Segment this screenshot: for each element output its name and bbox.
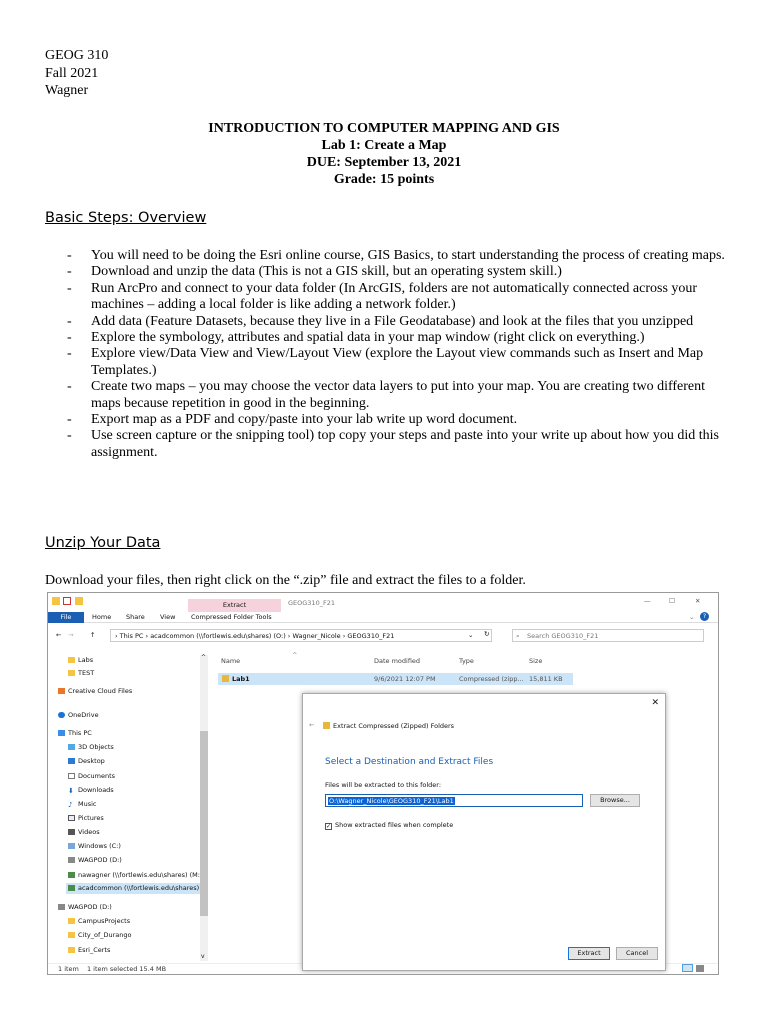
column-size[interactable]: Size bbox=[529, 657, 543, 665]
minimize-icon[interactable]: — bbox=[644, 597, 651, 605]
creative-cloud-icon bbox=[58, 688, 65, 694]
back-arrow-icon[interactable]: ← bbox=[309, 721, 315, 729]
ribbon bbox=[48, 612, 718, 623]
nav-label: Labs bbox=[78, 656, 94, 664]
list-item bbox=[67, 264, 727, 280]
step-text: Explore the symbology, attributes and spatial data in your map window (right click on everything.) bbox=[91, 330, 645, 346]
tab-compressed-folder-tools[interactable]: Compressed Folder Tools bbox=[191, 613, 272, 621]
instructor-name: Wagner bbox=[45, 83, 89, 98]
explorer-screenshot bbox=[47, 592, 719, 975]
course-header bbox=[45, 47, 108, 100]
list-dash: - bbox=[67, 313, 72, 329]
folder-icon bbox=[68, 657, 75, 663]
nav-label: Music bbox=[78, 800, 97, 808]
status-bar bbox=[58, 965, 166, 973]
step-text: You will need to be doing the Esri online course, GIS Basics, to start understanding the process of creating maps. bbox=[91, 248, 725, 263]
step-text: Use screen capture or the snipping tool) top copy your steps and paste into your write up about how you did this assignment. bbox=[91, 428, 719, 460]
breadcrumb: › This PC › acadcommon (\\fortlewis.edu\shares) (O:) › Wagner_Nicole › GEOG310_F21 bbox=[115, 632, 395, 640]
list-item bbox=[67, 346, 727, 379]
refresh-icon[interactable]: ↻ bbox=[484, 630, 490, 638]
window-title: GEOG310_F21 bbox=[288, 599, 335, 607]
list-dash: - bbox=[67, 346, 72, 362]
nav-label: Pictures bbox=[78, 814, 104, 822]
step-text: Create two maps – you may choose the vector data layers to put into your map. You are creating two different maps because repetition in good in the beginning. bbox=[91, 379, 706, 411]
nav-label: 3D Objects bbox=[78, 743, 114, 751]
course-term: Fall 2021 bbox=[45, 65, 99, 81]
nav-item-city-of-durango[interactable] bbox=[68, 931, 132, 939]
document-title bbox=[0, 120, 768, 188]
nav-item-windows-c[interactable] bbox=[68, 842, 121, 850]
search-input[interactable] bbox=[512, 629, 704, 642]
nav-item-this-pc[interactable] bbox=[58, 729, 92, 737]
nav-label: Documents bbox=[78, 772, 116, 780]
dropdown-icon[interactable]: ⌄ bbox=[468, 631, 474, 639]
nav-label: Desktop bbox=[78, 757, 105, 765]
extract-button[interactable]: Extract bbox=[568, 947, 610, 960]
picture-icon bbox=[68, 815, 75, 821]
nav-label: Videos bbox=[78, 828, 100, 836]
nav-item-wagpod-d-root[interactable] bbox=[58, 903, 112, 911]
section-heading-unzip: Unzip Your Data bbox=[45, 535, 161, 551]
unzip-instructions: Download your files, then right click on the “.zip” file and extract the files to a folder. bbox=[45, 573, 526, 588]
list-dash: - bbox=[67, 428, 72, 444]
nav-label: Creative Cloud Files bbox=[68, 687, 133, 695]
status-selection: 1 item selected 15.4 MB bbox=[86, 965, 167, 973]
nav-item-esri-certs[interactable] bbox=[68, 946, 110, 954]
back-arrow-icon[interactable]: ← bbox=[56, 631, 62, 639]
scroll-up-icon[interactable]: ^ bbox=[201, 654, 207, 661]
up-arrow-icon[interactable]: ↑ bbox=[90, 631, 96, 639]
show-files-checkbox-row[interactable] bbox=[325, 821, 453, 830]
tab-home[interactable]: Home bbox=[92, 613, 112, 621]
list-item bbox=[67, 428, 727, 461]
dialog-heading: Select a Destination and Extract Files bbox=[325, 757, 494, 767]
section-heading-overview: Basic Steps: Overview bbox=[45, 210, 207, 226]
title-bar bbox=[48, 593, 718, 612]
list-dash: - bbox=[67, 379, 72, 395]
list-item bbox=[67, 330, 727, 346]
nav-item-documents[interactable] bbox=[68, 772, 115, 780]
tab-share[interactable]: Share bbox=[126, 613, 145, 621]
zip-folder-icon bbox=[222, 675, 229, 682]
checkbox[interactable]: ✓ bbox=[326, 823, 332, 830]
nav-item-desktop[interactable] bbox=[68, 757, 105, 765]
desktop-icon bbox=[68, 758, 75, 764]
steps-list bbox=[67, 248, 727, 461]
nav-item-downloads[interactable] bbox=[68, 786, 114, 794]
checkbox-label: Show extracted files when complete bbox=[335, 821, 454, 829]
status-item-count: 1 item bbox=[58, 965, 79, 973]
large-icons-view-icon[interactable] bbox=[696, 965, 704, 972]
step-text: Add data (Feature Datasets, because they live in a File Geodatabase) and look at the files that you unzipped bbox=[91, 313, 694, 329]
close-icon[interactable]: ✕ bbox=[695, 597, 701, 605]
extract-context-tab[interactable]: Extract bbox=[188, 599, 281, 612]
extract-dialog bbox=[302, 693, 666, 971]
nav-label: CampusProjects bbox=[78, 917, 131, 925]
drive-icon bbox=[58, 904, 65, 910]
file-tab[interactable]: File bbox=[48, 612, 84, 623]
nav-item-music[interactable] bbox=[68, 800, 97, 808]
list-dash: - bbox=[67, 248, 72, 263]
title-line-3: DUE: September 13, 2021 bbox=[306, 155, 462, 170]
search-placeholder: Search GEOG310_F21 bbox=[527, 632, 599, 640]
step-text: Download and unzip the data (This is not a GIS skill, but an operating system skill.) bbox=[91, 264, 562, 280]
file-date: 9/6/2021 12:07 PM bbox=[374, 675, 436, 683]
nav-label: acadcommon (\\fortlewis.edu\shares) bbox=[78, 884, 200, 892]
step-text: Run ArcPro and connect to your data folder (In ArcGIS, folders are not automatically connected across your machines – adding a local folder is like adding a network folder.) bbox=[91, 280, 698, 313]
folder-icon bbox=[68, 932, 75, 938]
drive-icon bbox=[68, 843, 75, 849]
browse-button[interactable]: Browse... bbox=[590, 794, 640, 807]
nav-item-onedrive[interactable] bbox=[58, 711, 99, 719]
nav-label: WAGPOD (D:) bbox=[68, 903, 112, 911]
sort-caret-icon: ^ bbox=[292, 651, 298, 659]
nav-item-creative-cloud[interactable] bbox=[58, 687, 132, 695]
file-size: 15,811 KB bbox=[529, 675, 563, 683]
file-type: Compressed (zipp... bbox=[459, 675, 524, 683]
film-icon bbox=[68, 829, 75, 835]
nav-item-nawagner-m[interactable] bbox=[68, 871, 200, 879]
destination-path-input[interactable] bbox=[325, 794, 583, 807]
nav-label: OneDrive bbox=[68, 711, 99, 719]
folder-icon bbox=[68, 947, 75, 953]
nav-label: This PC bbox=[68, 729, 92, 737]
details-view-icon[interactable] bbox=[682, 964, 693, 972]
destination-path-value: O:\Wagner_Nicole\GEOG310_F21\Lab1 bbox=[329, 797, 454, 805]
column-type[interactable]: Type bbox=[459, 657, 474, 665]
address-bar-row bbox=[48, 629, 718, 643]
nav-label: WAGPOD (D:) bbox=[78, 856, 122, 864]
folder-icon bbox=[75, 597, 83, 605]
cancel-button[interactable]: Cancel bbox=[616, 947, 658, 960]
nav-item-3d-objects[interactable] bbox=[68, 743, 114, 751]
destination-label: Files will be extracted to this folder: bbox=[325, 781, 442, 789]
step-text: Explore view/Data View and View/Layout View (explore the Layout view commands such as Insert and Map Templates.) bbox=[91, 346, 704, 378]
list-dash: - bbox=[67, 412, 72, 428]
nav-scrollbar-thumb[interactable] bbox=[200, 731, 208, 916]
maximize-icon[interactable]: ☐ bbox=[669, 597, 675, 605]
list-dash: - bbox=[67, 264, 72, 280]
download-icon: ⬇ bbox=[68, 787, 74, 795]
nav-label: Windows (C:) bbox=[78, 842, 121, 850]
nav-label: Esri_Certs bbox=[78, 946, 111, 954]
title-line-1: INTRODUCTION TO COMPUTER MAPPING AND GIS bbox=[208, 121, 560, 136]
nav-label: TEST bbox=[78, 669, 95, 677]
zip-folder-icon bbox=[323, 722, 330, 729]
scroll-down-icon[interactable]: v bbox=[201, 953, 205, 960]
nav-label: City_of_Durango bbox=[78, 931, 132, 939]
title-line-2: Lab 1: Create a Map bbox=[321, 138, 447, 153]
nav-item-pictures[interactable] bbox=[68, 814, 104, 822]
column-name[interactable]: Name bbox=[221, 657, 241, 665]
close-icon[interactable]: ✕ bbox=[651, 698, 659, 708]
course-code: GEOG 310 bbox=[45, 48, 109, 63]
nav-item-videos[interactable] bbox=[68, 828, 100, 836]
list-item bbox=[67, 379, 727, 412]
music-icon: ♪ bbox=[68, 801, 73, 809]
nav-item-campusprojects[interactable] bbox=[68, 917, 130, 925]
list-dash: - bbox=[67, 280, 72, 296]
search-icon: ⌕ bbox=[516, 632, 520, 640]
computer-icon bbox=[58, 730, 65, 736]
folder-icon bbox=[52, 597, 60, 605]
nav-label: Downloads bbox=[78, 786, 114, 794]
nav-label: nawagner (\\fortlewis.edu\shares) (M: bbox=[78, 871, 200, 879]
tab-view[interactable]: View bbox=[160, 613, 176, 621]
network-drive-icon bbox=[68, 872, 75, 878]
file-row[interactable] bbox=[218, 673, 573, 685]
nav-item-wagpod-d[interactable] bbox=[68, 856, 122, 864]
dialog-title bbox=[323, 722, 454, 730]
forward-arrow-icon[interactable]: → bbox=[68, 631, 74, 639]
checkbox-icon bbox=[63, 597, 71, 605]
list-item bbox=[67, 314, 727, 330]
nav-item-test[interactable] bbox=[68, 669, 94, 677]
list-item bbox=[67, 412, 727, 428]
step-text: Export map as a PDF and copy/paste into your lab write up word document. bbox=[91, 412, 518, 428]
help-icon[interactable]: ? bbox=[700, 612, 709, 621]
network-drive-icon bbox=[68, 885, 75, 891]
cube-icon bbox=[68, 744, 75, 750]
document-icon bbox=[68, 773, 75, 779]
list-item bbox=[67, 281, 727, 314]
folder-icon bbox=[68, 918, 75, 924]
nav-item-labs[interactable] bbox=[68, 656, 93, 664]
dialog-title-text: Extract Compressed (Zipped) Folders bbox=[333, 722, 455, 730]
list-dash: - bbox=[67, 330, 72, 346]
nav-item-acadcommon[interactable] bbox=[66, 883, 201, 894]
title-line-4: Grade: 15 points bbox=[333, 172, 435, 187]
list-item bbox=[67, 248, 727, 264]
file-name: Lab1 bbox=[232, 675, 250, 683]
folder-icon bbox=[68, 670, 75, 676]
address-bar[interactable] bbox=[110, 629, 492, 642]
drive-icon bbox=[68, 857, 75, 863]
column-date-modified[interactable]: Date modified bbox=[374, 657, 421, 665]
chevron-down-icon[interactable]: ⌄ bbox=[689, 613, 695, 621]
cloud-icon bbox=[58, 712, 65, 718]
